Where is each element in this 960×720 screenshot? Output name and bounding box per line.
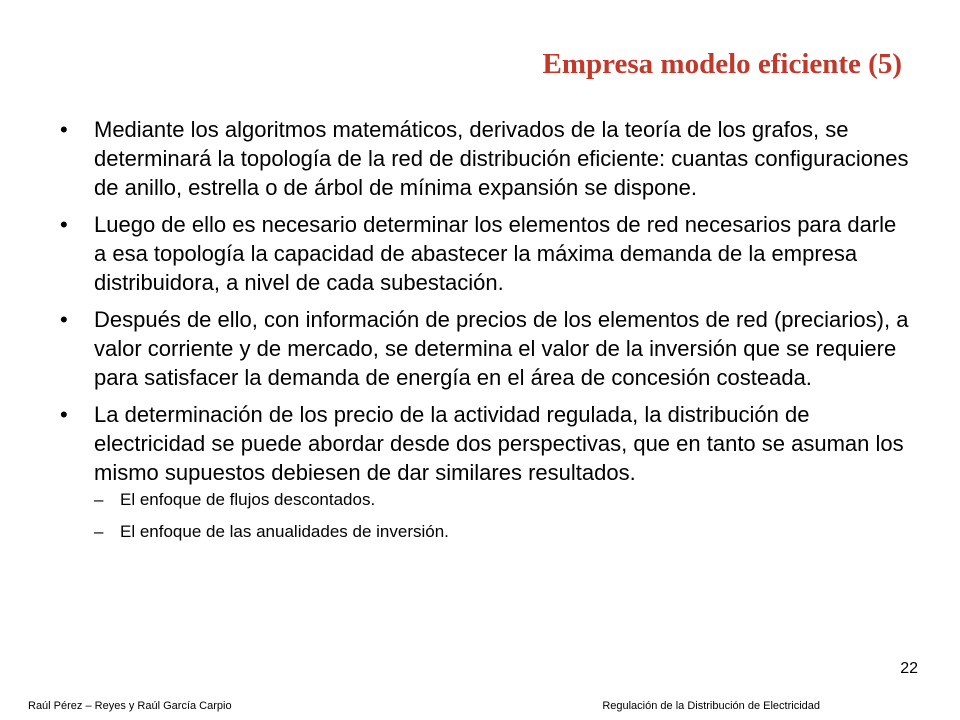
sub-bullet-item — [94, 489, 912, 511]
sub-bullet-marker: – — [94, 490, 104, 509]
bullet-item — [60, 305, 912, 392]
sub-bullet-item — [94, 521, 912, 543]
bullet-marker: • — [60, 117, 68, 142]
bullet-text: Luego de ello es necesario determinar los elementos de red necesarios para darle a esa topología la capacidad de abastecer la máxima demanda de la empresa distribuidora, a nivel de cada subestación. — [94, 212, 897, 295]
bullet-item — [60, 210, 912, 297]
bullet-item — [60, 115, 912, 202]
page-number: 22 — [900, 660, 918, 677]
sub-bullet-list — [94, 489, 912, 543]
footer-authors: Raúl Pérez – Reyes y Raúl García Carpio — [28, 700, 232, 712]
bullet-text: La determinación de los precio de la actividad regulada, la distribución de electricidad se puede abordar desde dos perspectivas, que en tanto se asuman los mismo supuestos debiesen de dar similares resultados. — [94, 402, 904, 485]
sub-bullet-text: El enfoque de las anualidades de inversión. — [120, 522, 449, 541]
bullet-text: Después de ello, con información de precios de los elementos de red (preciarios), a valor corriente y de mercado, se determina el valor de la inversión que se requiere para satisfacer la demanda de energía en el área de concesión costeada. — [94, 307, 909, 390]
sub-bullet-marker: – — [94, 522, 104, 541]
bullet-list — [60, 115, 912, 553]
slide-title: Empresa modelo eficiente (5) — [542, 48, 902, 80]
bullet-marker: • — [60, 402, 68, 427]
bullet-marker: • — [60, 212, 68, 237]
footer-course-title: Regulación de la Distribución de Electricidad — [602, 700, 820, 712]
bullet-marker: • — [60, 307, 68, 332]
sub-bullet-text: El enfoque de flujos descontados. — [120, 490, 376, 509]
bullet-text: Mediante los algoritmos matemáticos, derivados de la teoría de los grafos, se determinará la topología de la red de distribución eficiente: cuantas configuraciones de anillo, estrella o de árbol de mínima expansión se dispone. — [94, 117, 909, 200]
bullet-item — [60, 400, 912, 543]
